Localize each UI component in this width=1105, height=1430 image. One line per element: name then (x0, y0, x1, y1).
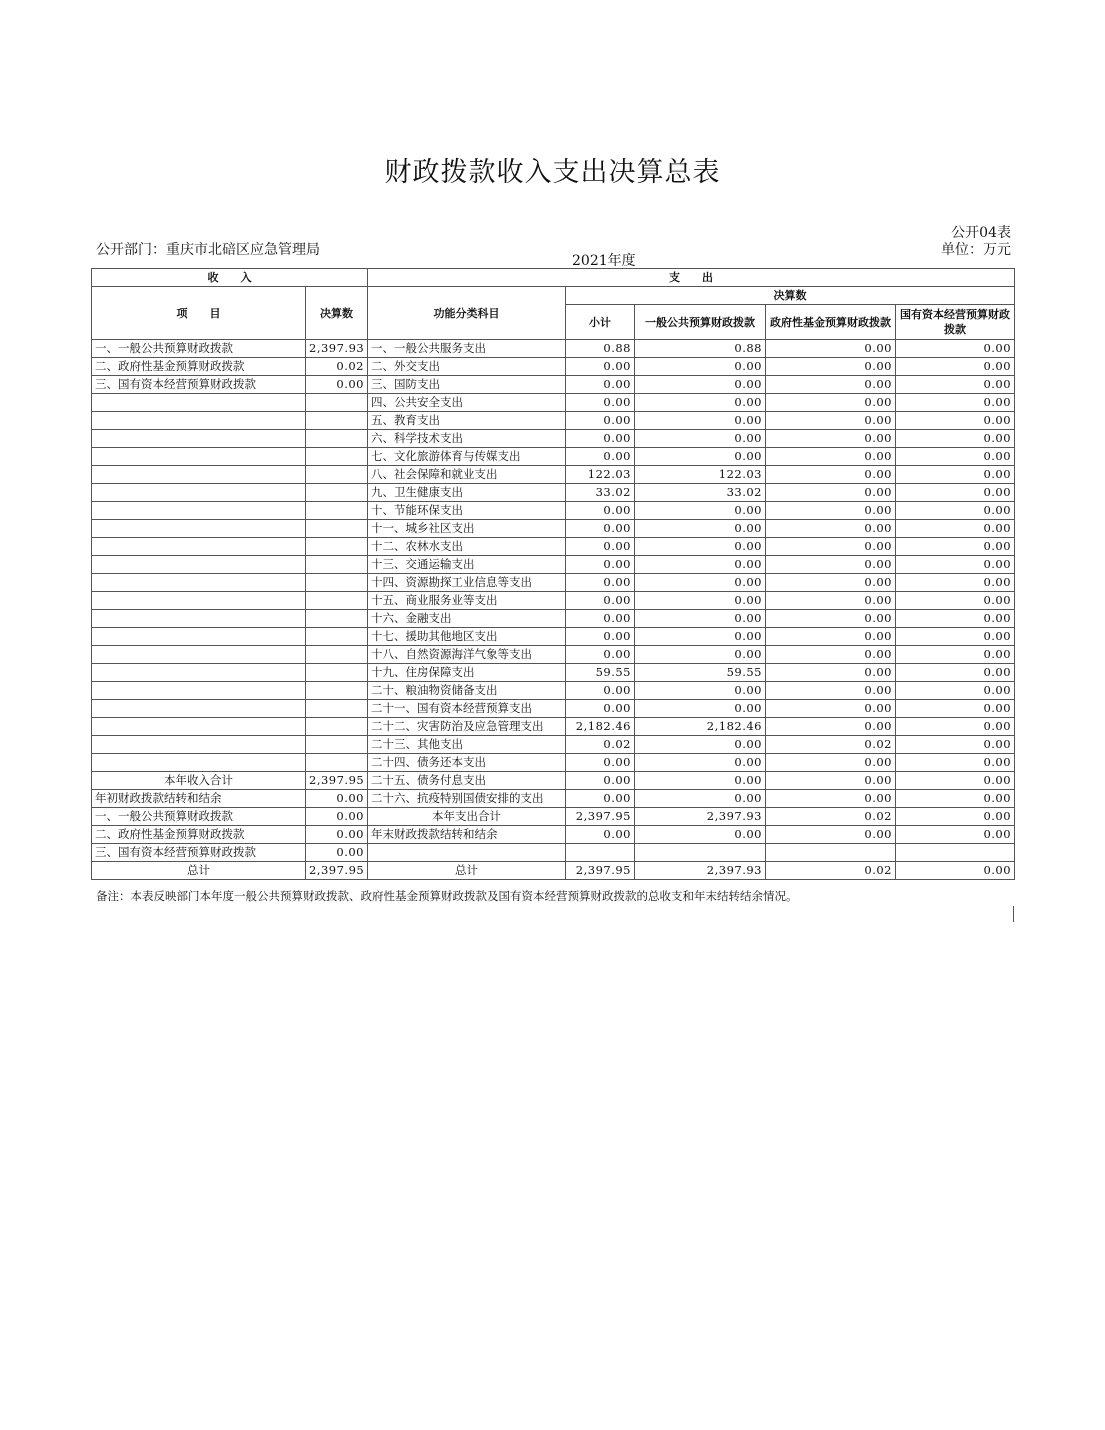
general-budget-cell: 0.00 (635, 574, 766, 592)
income-amount-cell (306, 556, 368, 574)
expense-item-cell: 六、科学技术支出 (368, 430, 566, 448)
state-capital-cell: 0.00 (896, 430, 1015, 448)
general-budget-cell: 0.00 (635, 538, 766, 556)
general-budget-cell: 0.00 (635, 412, 766, 430)
gov-fund-cell: 0.00 (766, 646, 896, 664)
income-item-cell (92, 538, 306, 556)
expense-item-cell: 二十一、国有资本经营预算支出 (368, 700, 566, 718)
item-header: 项 目 (92, 287, 306, 340)
table-row (92, 718, 1015, 736)
income-amount-cell (306, 484, 368, 502)
income-amount-cell: 0.00 (306, 808, 368, 826)
income-amount-cell (306, 574, 368, 592)
expense-item-cell (368, 844, 566, 862)
income-item-cell (92, 664, 306, 682)
income-amount-cell: 2,397.95 (306, 862, 368, 880)
subtotal-cell: 0.00 (566, 394, 635, 412)
income-item-cell: 一、一般公共预算财政拨款 (92, 808, 306, 826)
gov-fund-cell: 0.00 (766, 430, 896, 448)
state-capital-cell: 0.00 (896, 592, 1015, 610)
expense-item-cell: 一、一般公共服务支出 (368, 340, 566, 358)
state-capital-cell: 0.00 (896, 862, 1015, 880)
expense-item-cell: 二、外交支出 (368, 358, 566, 376)
income-item-cell: 总计 (92, 862, 306, 880)
gov-fund-cell: 0.00 (766, 664, 896, 682)
table-row (92, 592, 1015, 610)
subtotal-cell: 0.02 (566, 736, 635, 754)
income-item-cell: 二、政府性基金预算财政拨款 (92, 358, 306, 376)
gov-fund-cell: 0.02 (766, 862, 896, 880)
income-item-cell: 三、国有资本经营预算财政拨款 (92, 376, 306, 394)
table-row (92, 808, 1015, 826)
expense-item-cell: 二十二、灾害防治及应急管理支出 (368, 718, 566, 736)
general-budget-cell: 0.00 (635, 502, 766, 520)
budget-table (91, 268, 1015, 880)
state-capital-cell: 0.00 (896, 772, 1015, 790)
income-amount-cell: 0.02 (306, 358, 368, 376)
table-row (92, 466, 1015, 484)
general-budget-cell: 2,397.93 (635, 808, 766, 826)
expense-item-cell: 十九、住房保障支出 (368, 664, 566, 682)
table-row (92, 574, 1015, 592)
state-capital-cell: 0.00 (896, 736, 1015, 754)
expense-item-cell: 五、教育支出 (368, 412, 566, 430)
income-item-cell: 三、国有资本经营预算财政拨款 (92, 844, 306, 862)
gov-fund-cell: 0.00 (766, 376, 896, 394)
general-budget-cell: 0.00 (635, 700, 766, 718)
income-item-cell: 年初财政拨款结转和结余 (92, 790, 306, 808)
income-item-cell (92, 646, 306, 664)
subtotal-cell: 0.00 (566, 520, 635, 538)
general-budget-cell: 0.00 (635, 556, 766, 574)
gov-fund-cell: 0.00 (766, 520, 896, 538)
income-amount-cell: 0.00 (306, 844, 368, 862)
table-row (92, 772, 1015, 790)
fiscal-year: 2021年度 (572, 253, 636, 269)
expense-item-cell: 十四、资源勘探工业信息等支出 (368, 574, 566, 592)
subtotal-cell: 0.00 (566, 700, 635, 718)
state-capital-cell: 0.00 (896, 628, 1015, 646)
table-row (92, 394, 1015, 412)
state-capital-cell: 0.00 (896, 466, 1015, 484)
subtotal-cell: 2,182.46 (566, 718, 635, 736)
general-budget-cell: 2,182.46 (635, 718, 766, 736)
subtotal-cell: 33.02 (566, 484, 635, 502)
state-capital-cell: 0.00 (896, 718, 1015, 736)
state-capital-cell: 0.00 (896, 376, 1015, 394)
income-item-cell (92, 430, 306, 448)
gov-fund-cell: 0.00 (766, 448, 896, 466)
income-amount-cell (306, 466, 368, 484)
subtotal-cell: 0.00 (566, 376, 635, 394)
income-amount-cell (306, 502, 368, 520)
expense-item-cell: 七、文化旅游体育与传媒支出 (368, 448, 566, 466)
general-budget-cell: 0.00 (635, 376, 766, 394)
state-capital-cell: 0.00 (896, 646, 1015, 664)
expense-item-cell: 二十四、债务还本支出 (368, 754, 566, 772)
income-item-cell (92, 484, 306, 502)
table-row (92, 736, 1015, 754)
general-budget-cell: 0.00 (635, 448, 766, 466)
income-amount-cell (306, 700, 368, 718)
unit-label: 单位：万元 (941, 242, 1011, 258)
income-item-cell: 一、一般公共预算财政拨款 (92, 340, 306, 358)
expense-item-cell: 八、社会保障和就业支出 (368, 466, 566, 484)
general-budget-cell: 0.00 (635, 826, 766, 844)
table-row (92, 826, 1015, 844)
amount-header: 决算数 (306, 287, 368, 340)
gov-fund-cell: 0.00 (766, 538, 896, 556)
gov-fund-cell: 0.00 (766, 754, 896, 772)
subtotal-cell (566, 844, 635, 862)
final-amount-header: 决算数 (566, 287, 1015, 305)
subtotal-cell: 122.03 (566, 466, 635, 484)
income-item-cell: 本年收入合计 (92, 772, 306, 790)
subtotal-cell: 0.00 (566, 538, 635, 556)
gov-fund-cell: 0.00 (766, 574, 896, 592)
general-budget-cell: 0.00 (635, 790, 766, 808)
table-row (92, 682, 1015, 700)
gov-fund-cell: 0.00 (766, 628, 896, 646)
income-amount-cell (306, 646, 368, 664)
table-row (92, 844, 1015, 862)
income-amount-cell: 2,397.95 (306, 772, 368, 790)
page-title: 财政拨款收入支出决算总表 (384, 157, 721, 188)
general-budget-cell: 0.00 (635, 358, 766, 376)
gov-fund-cell: 0.00 (766, 412, 896, 430)
general-budget-cell: 122.03 (635, 466, 766, 484)
gov-fund-cell: 0.00 (766, 394, 896, 412)
state-capital-cell: 0.00 (896, 664, 1015, 682)
subtotal-cell: 0.00 (566, 358, 635, 376)
income-item-cell (92, 754, 306, 772)
income-item-cell (92, 628, 306, 646)
general-budget-cell: 0.00 (635, 646, 766, 664)
income-header: 收 入 (92, 269, 368, 287)
income-item-cell (92, 556, 306, 574)
state-capital-cell: 0.00 (896, 448, 1015, 466)
expense-item-cell: 十八、自然资源海洋气象等支出 (368, 646, 566, 664)
gov-fund-cell: 0.00 (766, 718, 896, 736)
expense-item-cell: 二十六、抗疫特别国债安排的支出 (368, 790, 566, 808)
income-item-cell (92, 520, 306, 538)
subtotal-cell: 0.00 (566, 826, 635, 844)
income-amount-cell (306, 430, 368, 448)
state-capital-cell: 0.00 (896, 808, 1015, 826)
income-amount-cell (306, 520, 368, 538)
gov-fund-cell: 0.02 (766, 808, 896, 826)
general-budget-header: 一般公共预算财政拨款 (635, 305, 766, 340)
gov-fund-cell: 0.02 (766, 736, 896, 754)
subtotal-cell: 0.88 (566, 340, 635, 358)
table-row (92, 502, 1015, 520)
expense-item-cell: 总计 (368, 862, 566, 880)
state-capital-cell: 0.00 (896, 502, 1015, 520)
expense-item-cell: 十、节能环保支出 (368, 502, 566, 520)
income-item-cell (92, 394, 306, 412)
general-budget-cell: 2,397.93 (635, 862, 766, 880)
expense-item-cell: 十五、商业服务业等支出 (368, 592, 566, 610)
table-row (92, 862, 1015, 880)
state-capital-cell (896, 844, 1015, 862)
state-capital-header: 国有资本经营预算财政拨款 (896, 305, 1015, 340)
income-item-cell (92, 700, 306, 718)
subtotal-cell: 0.00 (566, 574, 635, 592)
subtotal-cell: 0.00 (566, 790, 635, 808)
income-item-cell (92, 502, 306, 520)
general-budget-cell: 0.00 (635, 682, 766, 700)
subtotal-cell: 0.00 (566, 646, 635, 664)
general-budget-cell: 0.00 (635, 592, 766, 610)
general-budget-cell: 0.00 (635, 772, 766, 790)
state-capital-cell: 0.00 (896, 556, 1015, 574)
general-budget-cell: 0.00 (635, 754, 766, 772)
gov-fund-cell: 0.00 (766, 466, 896, 484)
table-row (92, 754, 1015, 772)
income-item-cell (92, 592, 306, 610)
gov-fund-cell: 0.00 (766, 610, 896, 628)
expense-item-cell: 十二、农林水支出 (368, 538, 566, 556)
general-budget-cell: 0.00 (635, 628, 766, 646)
expense-header: 支 出 (368, 269, 1015, 287)
expense-item-cell: 本年支出合计 (368, 808, 566, 826)
income-item-cell (92, 682, 306, 700)
footnote: 备注：本表反映部门本年度一般公共预算财政拨款、政府性基金预算财政拨款及国有资本经营预算财政拨款的总收支和年末结转结余情况。 (96, 889, 798, 903)
general-budget-cell: 0.00 (635, 430, 766, 448)
state-capital-cell: 0.00 (896, 574, 1015, 592)
table-row (92, 538, 1015, 556)
table-body (92, 340, 1015, 880)
gov-fund-cell: 0.00 (766, 484, 896, 502)
income-amount-cell (306, 394, 368, 412)
table-row (92, 340, 1015, 358)
table-row (92, 664, 1015, 682)
gov-fund-cell: 0.00 (766, 826, 896, 844)
general-budget-cell: 33.02 (635, 484, 766, 502)
state-capital-cell: 0.00 (896, 754, 1015, 772)
expense-item-cell: 九、卫生健康支出 (368, 484, 566, 502)
subtotal-cell: 2,397.95 (566, 808, 635, 826)
income-amount-cell (306, 754, 368, 772)
expense-item-cell: 年末财政拨款结转和结余 (368, 826, 566, 844)
income-amount-cell: 0.00 (306, 790, 368, 808)
table-row (92, 646, 1015, 664)
subtotal-cell: 0.00 (566, 448, 635, 466)
expense-item-cell: 十三、交通运输支出 (368, 556, 566, 574)
state-capital-cell: 0.00 (896, 484, 1015, 502)
income-item-cell (92, 466, 306, 484)
table-row (92, 484, 1015, 502)
state-capital-cell: 0.00 (896, 520, 1015, 538)
table-row (92, 556, 1015, 574)
gov-fund-cell: 0.00 (766, 772, 896, 790)
expense-item-cell: 十七、援助其他地区支出 (368, 628, 566, 646)
subtotal-cell: 0.00 (566, 592, 635, 610)
form-code: 公开04表 (951, 225, 1011, 241)
state-capital-cell: 0.00 (896, 412, 1015, 430)
table-row (92, 358, 1015, 376)
gov-fund-cell: 0.00 (766, 556, 896, 574)
gov-fund-cell: 0.00 (766, 592, 896, 610)
income-item-cell (92, 736, 306, 754)
income-amount-cell (306, 682, 368, 700)
expense-item-cell: 四、公共安全支出 (368, 394, 566, 412)
state-capital-cell: 0.00 (896, 790, 1015, 808)
income-item-cell (92, 412, 306, 430)
subtotal-cell: 2,397.95 (566, 862, 635, 880)
expense-item-cell: 十六、金融支出 (368, 610, 566, 628)
department-label: 公开部门：重庆市北碚区应急管理局 (96, 242, 320, 258)
income-amount-cell (306, 592, 368, 610)
income-amount-cell (306, 412, 368, 430)
income-item-cell (92, 574, 306, 592)
income-amount-cell: 0.00 (306, 826, 368, 844)
table-row (92, 448, 1015, 466)
expense-item-cell: 二十、粮油物资储备支出 (368, 682, 566, 700)
income-amount-cell: 0.00 (306, 376, 368, 394)
subtotal-cell: 0.00 (566, 610, 635, 628)
subtotal-cell: 0.00 (566, 772, 635, 790)
table-row (92, 610, 1015, 628)
table-row (92, 790, 1015, 808)
subtotal-cell: 0.00 (566, 556, 635, 574)
gov-fund-cell: 0.00 (766, 790, 896, 808)
state-capital-cell: 0.00 (896, 340, 1015, 358)
expense-item-cell: 二十三、其他支出 (368, 736, 566, 754)
gov-fund-cell: 0.00 (766, 682, 896, 700)
table-row (92, 700, 1015, 718)
gov-fund-cell: 0.00 (766, 700, 896, 718)
general-budget-cell: 59.55 (635, 664, 766, 682)
income-item-cell: 二、政府性基金预算财政拨款 (92, 826, 306, 844)
income-amount-cell: 2,397.93 (306, 340, 368, 358)
income-amount-cell (306, 628, 368, 646)
general-budget-cell: 0.00 (635, 394, 766, 412)
gov-fund-cell: 0.00 (766, 358, 896, 376)
subtotal-cell: 59.55 (566, 664, 635, 682)
subtotal-cell: 0.00 (566, 628, 635, 646)
state-capital-cell: 0.00 (896, 700, 1015, 718)
gov-fund-cell: 0.00 (766, 340, 896, 358)
gov-fund-header: 政府性基金预算财政拨款 (766, 305, 896, 340)
table-row (92, 628, 1015, 646)
subtotal-cell: 0.00 (566, 430, 635, 448)
income-amount-cell (306, 736, 368, 754)
gov-fund-cell (766, 844, 896, 862)
table-row (92, 430, 1015, 448)
state-capital-cell: 0.00 (896, 358, 1015, 376)
page-divider (1013, 906, 1014, 922)
table-row (92, 520, 1015, 538)
state-capital-cell: 0.00 (896, 538, 1015, 556)
table-row (92, 376, 1015, 394)
general-budget-cell: 0.88 (635, 340, 766, 358)
income-amount-cell (306, 538, 368, 556)
general-budget-cell: 0.00 (635, 520, 766, 538)
expense-item-cell: 二十五、债务付息支出 (368, 772, 566, 790)
state-capital-cell: 0.00 (896, 826, 1015, 844)
expense-item-cell: 十一、城乡社区支出 (368, 520, 566, 538)
income-amount-cell (306, 448, 368, 466)
income-amount-cell (306, 610, 368, 628)
expense-item-cell: 三、国防支出 (368, 376, 566, 394)
subtotal-cell: 0.00 (566, 682, 635, 700)
general-budget-cell (635, 844, 766, 862)
subtotal-cell: 0.00 (566, 412, 635, 430)
state-capital-cell: 0.00 (896, 682, 1015, 700)
state-capital-cell: 0.00 (896, 610, 1015, 628)
func-category-header: 功能分类科目 (368, 287, 566, 340)
subtotal-cell: 0.00 (566, 502, 635, 520)
income-item-cell (92, 448, 306, 466)
income-item-cell (92, 610, 306, 628)
table-row (92, 412, 1015, 430)
subtotal-cell: 0.00 (566, 754, 635, 772)
income-item-cell (92, 718, 306, 736)
income-amount-cell (306, 664, 368, 682)
gov-fund-cell: 0.00 (766, 502, 896, 520)
general-budget-cell: 0.00 (635, 736, 766, 754)
subtotal-header: 小计 (566, 305, 635, 340)
state-capital-cell: 0.00 (896, 394, 1015, 412)
income-amount-cell (306, 718, 368, 736)
general-budget-cell: 0.00 (635, 610, 766, 628)
